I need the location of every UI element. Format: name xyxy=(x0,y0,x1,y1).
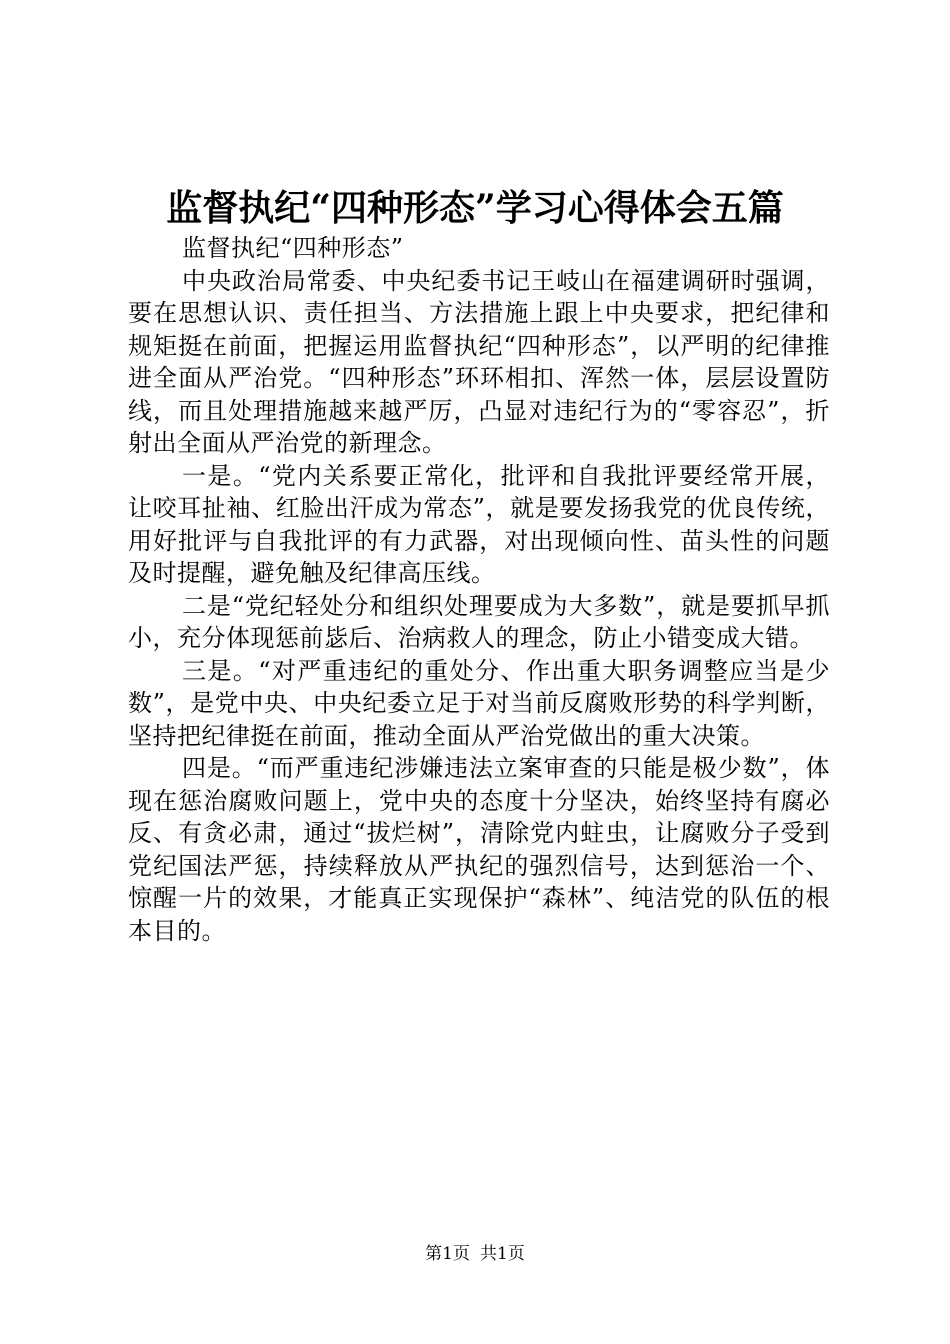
paragraph-intro: 中央政治局常委、中央纪委书记王岐山在福建调研时强调，要在思想认识、责任担当、方法措施上跟上中央要求，把纪律和规矩挺在前面，把握运用监督执纪“四种形态”，以严明的纪律推进全面从严治党。“四种形态”环环相扣、浑然一体，层层设置防线，而且处理措施越来越严厉，凸显对违纪行为的“零容忍”，折射出全面从严治党的新理念。 xyxy=(128,266,830,457)
paragraph-form-three: 三是。“对严重违纪的重处分、作出重大职务调整应当是少数”，是党中央、中央纪委立足于对当前反腐败形势的科学判断，坚持把纪律挺在前面，推动全面从严治党做出的重大决策。 xyxy=(128,656,830,750)
page-total: 共1页 xyxy=(480,1244,525,1264)
page-number: 第1页 xyxy=(425,1244,470,1264)
paragraph-form-one: 一是。“党内关系要正常化，批评和自我批评要经常开展，让咬耳扯袖、红脸出汗成为常态”，就是要发扬我党的优良传统，用好批评与自我批评的有力武器，对出现倾向性、苗头性的问题及时提醒，避免触及纪律高压线。 xyxy=(128,461,830,587)
page-footer xyxy=(0,1242,950,1266)
document-title: 监督执纪“四种形态”学习心得体会五篇 xyxy=(166,187,784,229)
document-body xyxy=(128,232,830,947)
paragraph-subtitle: 监督执纪“四种形态” xyxy=(182,234,404,262)
paragraph-form-two: 二是“党纪轻处分和组织处理要成为大多数”，就是要抓早抓小，充分体现惩前毖后、治病救人的理念，防止小错变成大错。 xyxy=(128,591,830,652)
paragraph-form-four: 四是。“而严重违纪涉嫌违法立案审查的只能是极少数”，体现在惩治腐败问题上，党中央的态度十分坚决，始终坚持有腐必反、有贪必肃，通过“拔烂树”，清除党内蛀虫，让腐败分子受到党纪国法严惩，持续释放从严执纪的强烈信号，达到惩治一个、惊醒一片的效果，才能真正实现保护“森林”、纯洁党的队伍的根本目的。 xyxy=(128,754,830,945)
